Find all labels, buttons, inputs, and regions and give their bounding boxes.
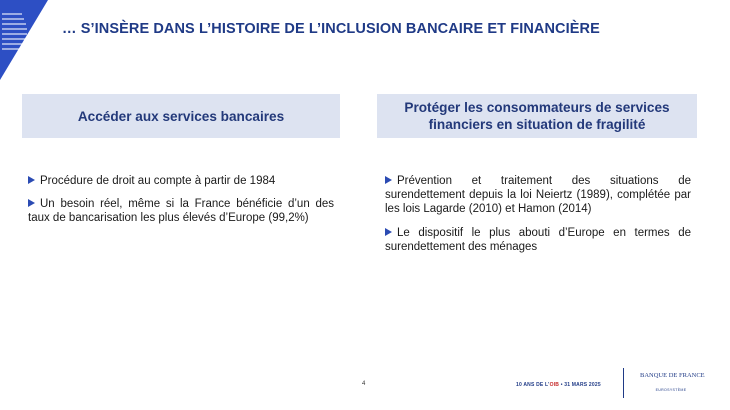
page-number: 4 xyxy=(362,381,366,387)
bullet-text: Prévention et traitement des situations de surendettement depuis la loi Neiertz (1989), complétée par les lois Lagarde (2010) et Hamon (2014) xyxy=(385,175,691,216)
right-column xyxy=(385,174,691,263)
list-item xyxy=(28,197,334,225)
banque-de-france-logo xyxy=(640,372,705,392)
slide-title: … S’INSÈRE DANS L’HISTOIRE DE L’INCLUSION BANCAIRE ET FINANCIÈRE xyxy=(62,21,600,37)
heading-consumer-protection-line1: Protéger les consommateurs de services xyxy=(404,100,670,115)
heading-consumer-protection-line2: financiers en situation de fragilité xyxy=(428,117,646,132)
logo-subtitle: EUROSYSTÈME xyxy=(655,388,687,392)
left-column xyxy=(28,174,334,235)
corner-decoration xyxy=(0,0,70,80)
heading-box-bank-access xyxy=(22,94,340,138)
heading-bank-access: Accéder aux services bancaires xyxy=(77,108,285,124)
bullet-text: Le dispositif le plus abouti d’Europe en termes de surendettement des ménages xyxy=(385,226,691,253)
footer-event-suffix: • 31 MARS 2025 xyxy=(559,382,601,388)
bullet-triangle-icon xyxy=(28,176,35,184)
footer-event xyxy=(516,382,601,388)
footer-event-prefix: 10 ANS DE L’ xyxy=(516,382,550,388)
heading-box-consumer-protection xyxy=(377,94,697,138)
bullet-text: Procédure de droit au compte à partir de 1984 xyxy=(40,175,276,187)
list-item xyxy=(385,174,691,217)
bullet-triangle-icon xyxy=(385,176,392,184)
list-item xyxy=(28,174,334,188)
footer-divider xyxy=(623,368,624,398)
bullet-text: Un besoin réel, même si la France bénéficie d’un des taux de bancarisation les plus élevés d’Europe (99,2%) xyxy=(28,198,334,225)
list-item xyxy=(385,226,691,254)
bullet-triangle-icon xyxy=(28,199,35,207)
footer-event-acronym: OIB xyxy=(549,382,560,388)
logo-name: BANQUE DE FRANCE xyxy=(640,372,705,379)
bullet-triangle-icon xyxy=(385,228,392,236)
